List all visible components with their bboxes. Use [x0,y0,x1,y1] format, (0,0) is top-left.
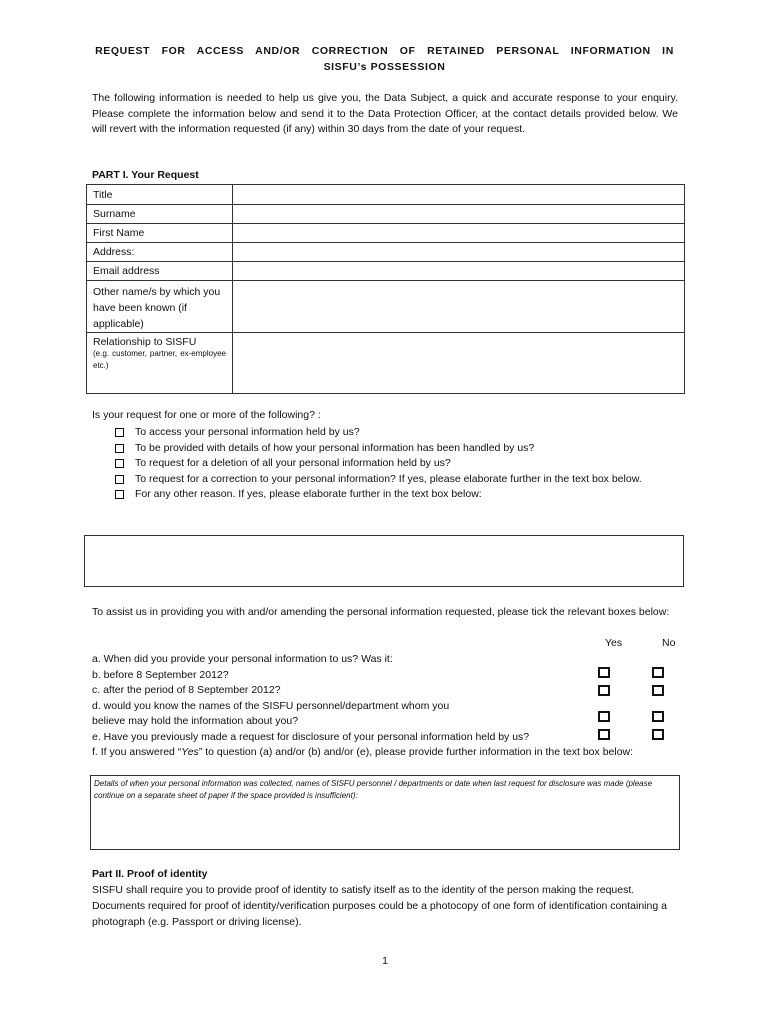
question-f-part2: ” to question (a) and/or (b) and/or (e), please provide further information in the text box below: [198,746,634,758]
option-label: To be provided with details of how your personal information has been handled by us? [135,441,535,454]
question-f-yes: Yes [181,746,199,758]
question-c: c. after the period of 8 September 2012? [92,684,281,696]
q-c-no-checkbox[interactable] [652,685,664,696]
list-item [115,472,685,488]
option-label: For any other reason. If yes, please elaborate further in the text box below: [135,488,482,500]
question-d-line1: d. would you know the names of the SISFU personnel/department whom you [92,699,450,712]
q-d-no-checkbox[interactable] [652,711,664,722]
question-f-part1: f. If you answered “ [92,746,182,758]
table-row [87,205,685,224]
title-line-1: REQUEST FOR ACCESS AND/OR CORRECTION OF RETAINED PERSONAL INFORMATION IN [95,45,674,57]
q-c-yes-checkbox[interactable] [598,685,610,696]
relationship-note: (e.g. customer, partner, ex-employee etc.) [93,349,226,370]
row-label-surname: Surname [87,205,233,224]
intro-paragraph: The following information is needed to help us give you, the Data Subject, a quick and accurate response to your enquiry. Please complete the information below and send it to the Data Protection Officer, at the contact details provided below. We will revert with the information requested (if any) within 30 days from the date of your request. [92,92,678,135]
request-type-checklist [115,425,685,503]
checkbox[interactable] [115,444,124,453]
question-f [92,745,684,761]
relationship-field[interactable] [233,333,685,394]
other-names-field[interactable] [233,281,685,333]
elaboration-text-box[interactable] [84,535,684,587]
checkbox[interactable] [115,428,124,437]
part2-text: SISFU shall require you to provide proof of identity to satisfy itself as to the identity of the person making the request. Documents required for proof of identity/verification purposes could be a photocopy of one form of identification containing a photograph (e.g. Passport or driving license). [92,884,667,928]
details-note: Details of when your personal information was collected, names of SISFU personnel / departments or date when last request for disclosure was made (please continue on a separate sheet of paper if the space provided is insufficient): [94,779,653,800]
list-item [115,456,685,472]
row-label-relationship [87,333,233,394]
q-d-yes-checkbox[interactable] [598,711,610,722]
list-item [115,487,685,503]
checkbox[interactable] [115,475,124,484]
row-label-first-name: First Name [87,224,233,243]
option-label: To request for a deletion of all your personal information held by us? [135,457,451,469]
row-label-email: Email address [87,262,233,281]
surname-field[interactable] [233,205,685,224]
page-number: 1 [382,955,388,967]
part2-heading: Part II. Proof of identity [92,868,208,880]
first-name-field[interactable] [233,224,685,243]
question-b: b. before 8 September 2012? [92,668,229,681]
no-column-header: No [662,637,676,649]
table-row [87,185,685,205]
row-label-other-names: Other name/s by which you have been known (if applicable) [87,281,233,333]
part1-heading: PART I. Your Request [92,169,199,181]
q-e-no-checkbox[interactable] [652,729,664,740]
q-b-no-checkbox[interactable] [652,667,664,678]
yes-column-header: Yes [605,637,623,649]
table-row [87,243,685,262]
list-item [115,441,685,457]
option-label: To request for a correction to your personal information? If yes, please elaborate further in the text box below. [135,472,642,485]
title-line-2: SISFU’s POSSESSION [323,61,446,73]
email-field[interactable] [233,262,685,281]
document-title [92,43,677,75]
request-details-table [86,184,685,394]
q-b-yes-checkbox[interactable] [598,667,610,678]
relationship-label: Relationship to SISFU [93,336,197,348]
list-item [115,425,685,441]
q-e-yes-checkbox[interactable] [598,729,610,740]
address-field[interactable] [233,243,685,262]
question-e: e. Have you previously made a request for disclosure of your personal information held by us? [92,730,530,743]
question-a: a. When did you provide your personal information to us? Was it: [92,653,393,665]
table-row [87,224,685,243]
table-row [87,262,685,281]
assist-intro: To assist us in providing you with and/or amending the personal information requested, please tick the relevant boxes below: [92,606,670,618]
option-label: To access your personal information held by us? [135,426,360,438]
question-d-line2: believe may hold the information about you? [92,715,299,727]
row-label-title: Title [87,185,233,205]
details-text-box[interactable] [90,775,680,850]
assist-questions [92,652,684,761]
checkbox[interactable] [115,459,124,468]
table-row [87,281,685,333]
request-type-question: Is your request for one or more of the following? : [92,409,321,421]
checkbox[interactable] [115,490,124,499]
title-field[interactable] [233,185,685,205]
table-row [87,333,685,394]
row-label-address: Address: [87,243,233,262]
